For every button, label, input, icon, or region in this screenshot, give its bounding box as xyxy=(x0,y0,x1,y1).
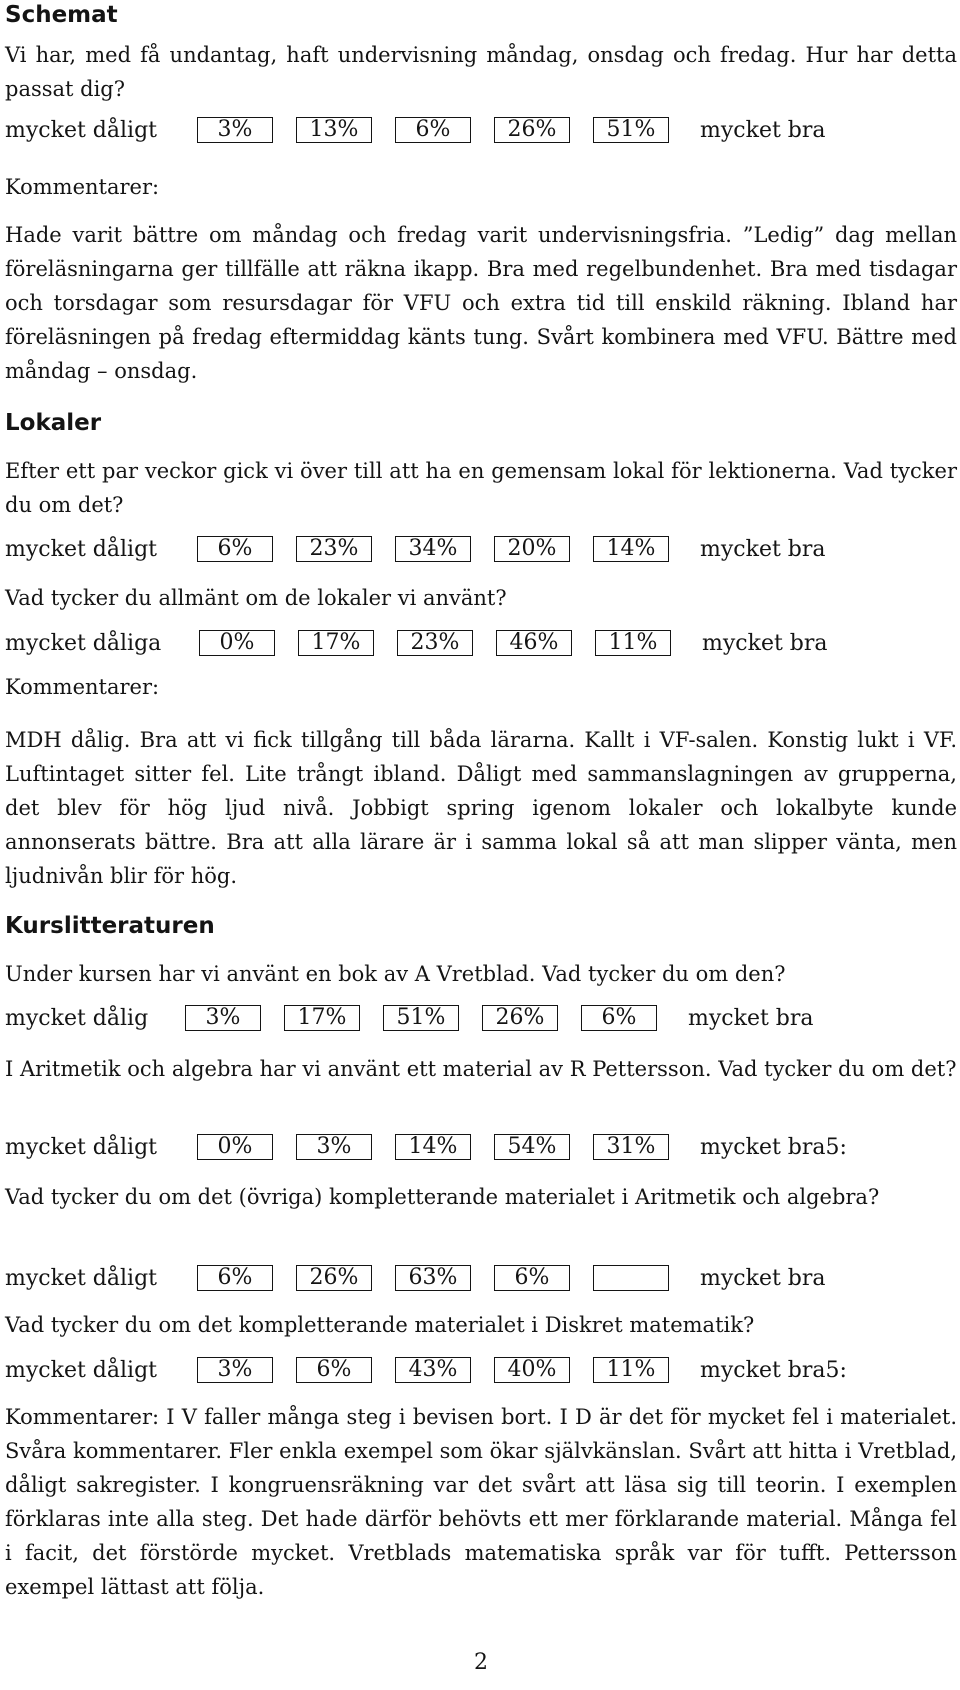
rating-box: 11% xyxy=(595,630,671,656)
rating-box: 6% xyxy=(395,117,471,143)
rating-box: 51% xyxy=(383,1005,459,1031)
rating-box: 23% xyxy=(296,536,372,562)
scale-low-label: mycket dålig xyxy=(5,1006,149,1031)
rating-box: 3% xyxy=(197,1357,273,1383)
rating-box: 13% xyxy=(296,117,372,143)
rating-box: 6% xyxy=(197,1265,273,1291)
rating-box: 40% xyxy=(494,1357,570,1383)
rating-scale-discrete-math xyxy=(5,1354,957,1386)
heading-kurslitteraturen: Kurslitteraturen xyxy=(5,913,215,939)
question-pettersson: I Aritmetik och algebra har vi använt ett material av R Pettersson. Vad tycker du om det? xyxy=(5,1057,957,1081)
rating-box: 3% xyxy=(296,1134,372,1160)
rating-box: 26% xyxy=(296,1265,372,1291)
rating-box: 17% xyxy=(284,1005,360,1031)
rating-box: 34% xyxy=(395,536,471,562)
rating-box: 20% xyxy=(494,536,570,562)
rating-box: 11% xyxy=(593,1357,669,1383)
comments-label: Kommentarer: xyxy=(5,175,160,199)
heading-lokaler: Lokaler xyxy=(5,410,102,436)
rating-box: 31% xyxy=(593,1134,669,1160)
scale-high-label: mycket bra xyxy=(688,1006,814,1031)
rating-box: 6% xyxy=(197,536,273,562)
scale-high-label: mycket bra xyxy=(700,537,826,562)
rating-scale-rooms-general xyxy=(5,627,957,659)
rating-box: 3% xyxy=(185,1005,261,1031)
scale-high-label: mycket bra xyxy=(700,118,826,143)
rating-box: 3% xyxy=(197,117,273,143)
page-number: 2 xyxy=(474,1650,488,1675)
question-rooms-general: Vad tycker du allmänt om de lokaler vi använt? xyxy=(5,586,507,610)
rating-box: 14% xyxy=(395,1134,471,1160)
rating-box: 14% xyxy=(593,536,669,562)
comments-rooms: MDH dålig. Bra att vi fick tillgång till båda lärarna. Kallt i VF-salen. Konstig lukt i VF. Luftintaget sitter fel. Lite trångt ibland. Dåligt med sammanslagningen av grupperna, det blev för hög ljud nivå. Jobbigt spring igenom lokaler och lokalbyte kunde annonserats bättre. Bra att alla lärare är i samma lokal så att man slipper vänta, men ljudnivån blir för hög. xyxy=(5,728,957,888)
question-discrete-math: Vad tycker du om det kompletterande materialet i Diskret matematik? xyxy=(5,1313,755,1337)
rating-scale-common-room xyxy=(5,533,957,565)
rating-box: 51% xyxy=(593,117,669,143)
rating-box: 26% xyxy=(494,117,570,143)
rating-box: 46% xyxy=(496,630,572,656)
rating-scale-vretblad xyxy=(5,1002,957,1034)
rating-box: 43% xyxy=(395,1357,471,1383)
question-common-room: Efter ett par veckor gick vi över till att ha en gemensam lokal för lektionerna. Vad tycker du om det? xyxy=(5,459,957,517)
question-schedule: Vi har, med få undantag, haft undervisning måndag, onsdag och fredag. Hur har detta passat dig? xyxy=(5,43,957,101)
rating-box: 54% xyxy=(494,1134,570,1160)
rating-box: 6% xyxy=(296,1357,372,1383)
comments-literature: Kommentarer: I V faller många steg i bevisen bort. I D är det för mycket fel i materialet. Svåra kommentarer. Fler enkla exempel som ökar självkänslan. Svårt att hitta i Vretblad, dåligt sakregister. I kongruensräkning var det svårt att läsa sig till teorin. I exemplen förklaras inte alla steg. Det hade därför behövts ett mer förklarande material. Många fel i facit, det förstörde mycket. Vretblads matematiska språk var för tufft. Pettersson exempel lättast att följa. xyxy=(5,1405,957,1599)
heading-schemat: Schemat xyxy=(5,2,118,28)
scale-high-label: mycket bra5: xyxy=(700,1358,847,1383)
rating-box: 6% xyxy=(494,1265,570,1291)
rating-box: 0% xyxy=(197,1134,273,1160)
scale-low-label: mycket dåliga xyxy=(5,631,162,656)
question-other-material: Vad tycker du om det (övriga) kompletterande materialet i Aritmetik och algebra? xyxy=(5,1185,880,1209)
scale-low-label: mycket dåligt xyxy=(5,118,157,143)
scale-high-label: mycket bra5: xyxy=(700,1135,847,1160)
comments-label: Kommentarer: xyxy=(5,675,160,699)
scale-low-label: mycket dåligt xyxy=(5,1135,157,1160)
rating-scale-pettersson xyxy=(5,1131,957,1163)
scale-low-label: mycket dåligt xyxy=(5,1266,157,1291)
question-vretblad: Under kursen har vi använt en bok av A Vretblad. Vad tycker du om den? xyxy=(5,962,786,986)
rating-scale-other-material xyxy=(5,1262,957,1294)
rating-box: 26% xyxy=(482,1005,558,1031)
scale-low-label: mycket dåligt xyxy=(5,537,157,562)
rating-box: 63% xyxy=(395,1265,471,1291)
rating-box: 23% xyxy=(397,630,473,656)
rating-box: 6% xyxy=(581,1005,657,1031)
rating-box: 17% xyxy=(298,630,374,656)
scale-high-label: mycket bra xyxy=(702,631,828,656)
scale-high-label: mycket bra xyxy=(700,1266,826,1291)
rating-box: 0% xyxy=(199,630,275,656)
rating-box xyxy=(593,1265,669,1291)
scale-low-label: mycket dåligt xyxy=(5,1358,157,1383)
rating-scale-schedule xyxy=(5,114,957,146)
comments-schedule: Hade varit bättre om måndag och fredag varit undervisningsfria. ”Ledig” dag mellan föreläsningarna ger tillfälle att räkna ikapp. Bra med regelbundenhet. Bra med tisdagar och torsdagar som resursdagar för VFU och extra tid till enskild räkning. Ibland har föreläsningen på fredag eftermiddag känts tung. Svårt kombinera med VFU. Bättre med måndag – onsdag. xyxy=(5,223,957,383)
